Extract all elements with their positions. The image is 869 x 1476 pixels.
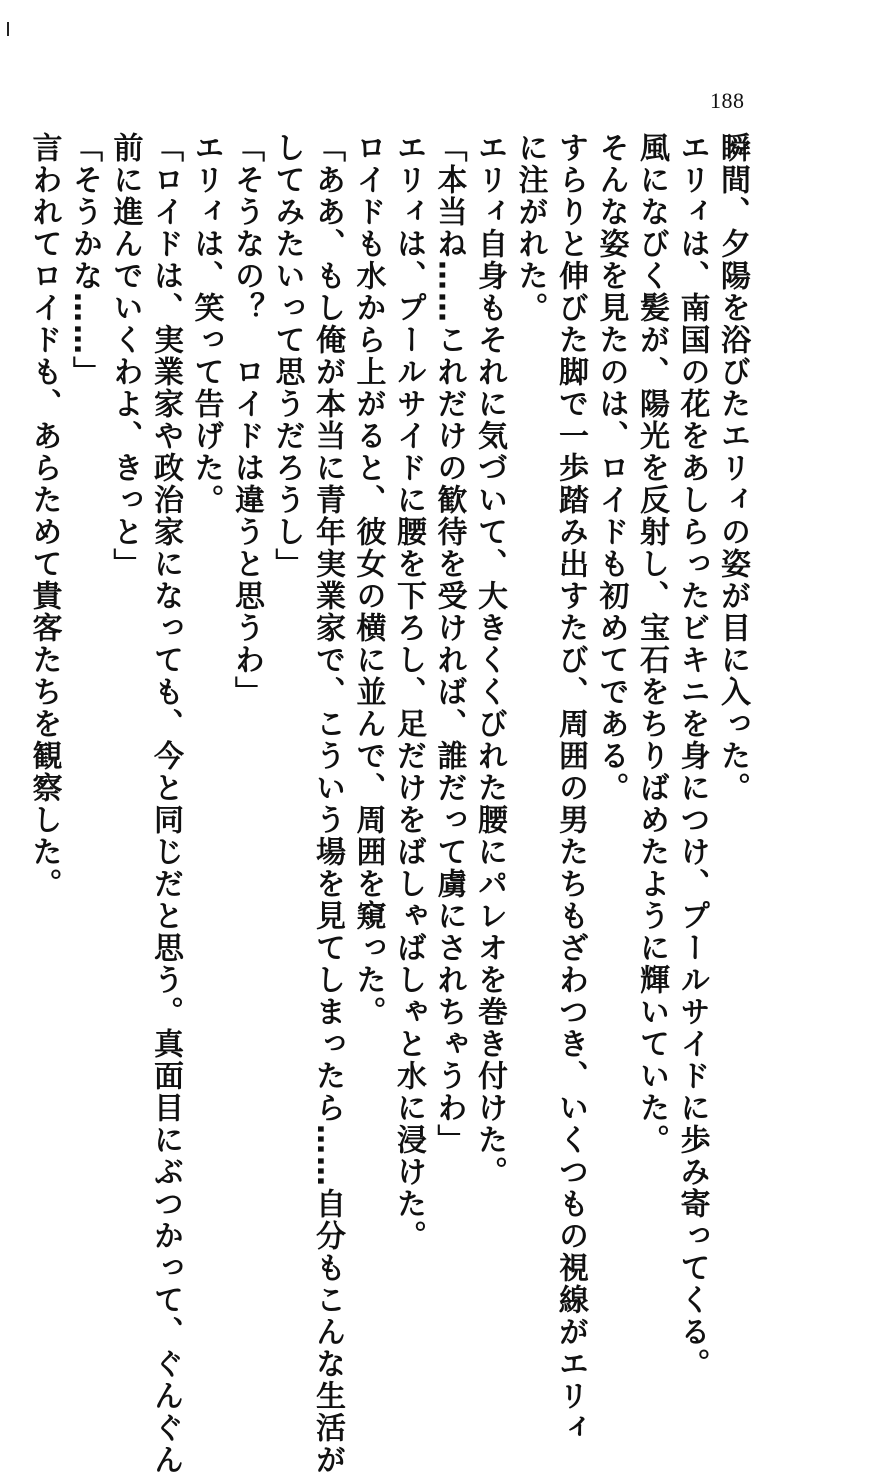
text-line: エリィは、南国の花をあしらったビキニを身につけ、プールサイドに歩み寄ってくる。 [674,132,710,1380]
text-line: 「ロイドは、実業家や政治家になっても、今と同じだと思う。真面目にぶつかって、ぐんぐん [148,132,183,1476]
text-line: エリィは、笑って告げた。 [188,132,224,516]
text-line: 「そうなの？ ロイドは違うと思うわ」 [229,132,264,708]
text-line: すらりと伸びた脚で一歩踏み出すたび、周囲の男たちもざわつき、いくつもの視線がエリィ [553,132,588,1444]
text-line: 「本当ね……これだけの歓待を受ければ、誰だって虜にされちゃうわ」 [431,132,467,1156]
vertical-text-body [26,132,752,1476]
page-number: 188 [710,88,745,113]
text-line: 「そうかな……」 [67,132,102,388]
text-line: に注がれた。 [512,132,548,324]
text-line: 「ああ、もし俺が本当に青年実業家で、こういう場を見てしまったら……自分もこんな生活が [310,132,345,1476]
text-line: 風になびく髪が、陽光を反射し、宝石をちりばめたように輝いていた。 [634,132,669,1156]
text-line: ロイドも水から上がると、彼女の横に並んで、周囲を窺った。 [350,132,386,1028]
text-line: してみたいって思うだろうし」 [269,132,305,580]
text-line: エリィは、プールサイドに腰を下ろし、足だけをばしゃばしゃと水に浸けた。 [391,132,426,1252]
text-line: そんな姿を見たのは、ロイドも初めてである。 [593,132,629,804]
margin-mark [7,22,9,36]
text-line: エリィ自身もそれに気づいて、大きくくびれた腰にパレオを巻き付けた。 [472,132,507,1188]
text-line: 瞬間、夕陽を浴びたエリィの姿が目に入った。 [715,132,750,804]
text-line: 言われてロイドも、あらためて貴客たちを観察した。 [26,132,62,900]
text-line: 前に進んでいくわよ、きっと」 [107,132,143,580]
